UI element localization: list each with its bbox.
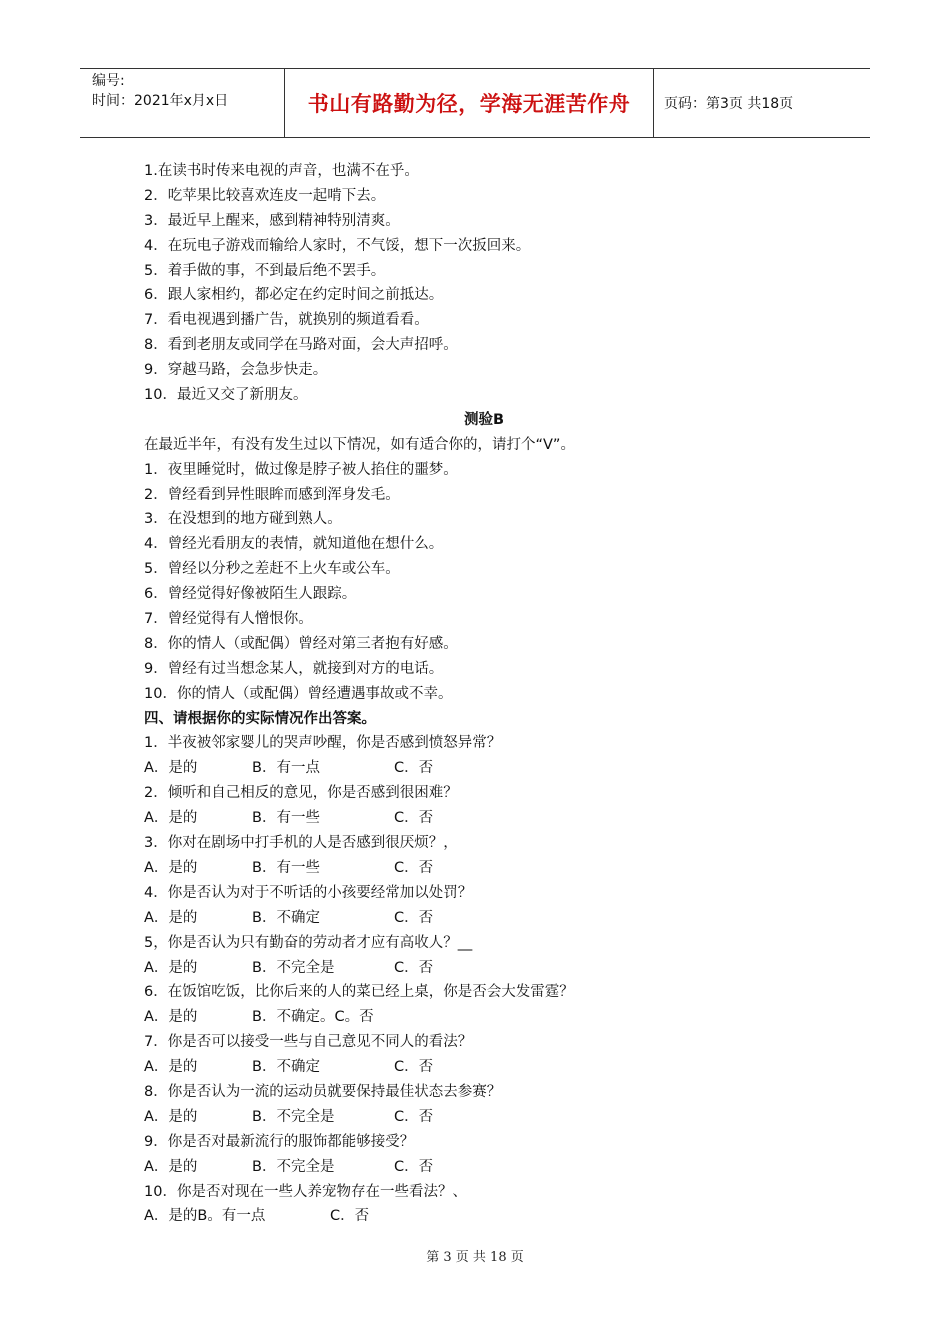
option-b: B．有一些: [252, 810, 320, 827]
test-b-item: 9．曾经有过当想念某人，就接到对方的电话。: [144, 660, 444, 677]
test-a-list: [144, 159, 824, 408]
option-a: A．是的: [144, 959, 198, 976]
option-c: C．否: [394, 909, 434, 926]
test-a-item: 5．着手做的事，不到最后绝不罢手。: [144, 262, 386, 279]
question-text: 1．半夜被邻家婴儿的哭声吵醒，你是否感到愤怒异常？: [144, 735, 502, 752]
test-a-item: 1.在读书时传来电视的声音，也满不在乎。: [144, 163, 419, 179]
test-b-item: 1．夜里睡觉时，做过像是脖子被人掐住的噩梦。: [144, 461, 458, 478]
test-b-item: 6．曾经觉得好像被陌生人跟踪。: [144, 586, 357, 603]
test-b-item: 10．你的情人（或配偶）曾经遭遇事故或不幸。: [144, 685, 453, 702]
test-a-item: 7．看电视遇到播广告，就换别的频道看看。: [144, 312, 429, 329]
test-a-item: 3．最近早上醒来，感到精神特别清爽。: [144, 212, 400, 229]
option-b: B．不确定: [252, 909, 320, 926]
number-label: 编号:: [92, 73, 125, 89]
option-a: A．是的B。有一点: [144, 1208, 266, 1225]
question-text: 7．你是否可以接受一些与自己意见不同人的看法？: [144, 1034, 473, 1051]
option-a: A．是的: [144, 760, 198, 777]
header-page-label: 页码：第3页 共18页: [664, 96, 794, 112]
date-label: 时间：2021年x月x日: [92, 93, 229, 109]
document-body: [144, 159, 824, 1229]
test-a-item: 6．跟人家相约，都必定在约定时间之前抵达。: [144, 287, 444, 304]
question-text: 5，你是否认为只有勤奋的劳动者才应有高收人？__: [144, 934, 473, 951]
answer-options: [144, 906, 824, 931]
option-b: B．有一点: [252, 760, 320, 777]
test-b-item: 5．曾经以分秒之差赶不上火车或公车。: [144, 561, 400, 578]
test-b-item: 8．你的情人（或配偶）曾经对第三者抱有好感。: [144, 635, 458, 652]
test-b-title: 测验B: [463, 411, 505, 428]
answer-options: [144, 756, 824, 781]
test-b-item: 2．曾经看到异性眼眸而感到浑身发毛。: [144, 486, 400, 503]
question-text: 4．你是否认为对于不听话的小孩要经常加以处罚？: [144, 884, 473, 901]
option-b: B．有一些: [252, 859, 320, 876]
option-a: A．是的: [144, 1158, 198, 1175]
option-b: B．不确定。C。否: [252, 1009, 374, 1026]
option-c: C．否: [394, 810, 434, 827]
option-b: B．不完全是: [252, 1158, 335, 1175]
test-a-item: 2．吃苹果比较喜欢连皮一起啃下去。: [144, 187, 386, 204]
page-header: [80, 68, 870, 138]
option-c: C．否: [394, 859, 434, 876]
option-c: C．否: [394, 1059, 434, 1076]
answer-options: [144, 1005, 824, 1030]
question-text: 8．你是否认为一流的运动员就要保持最佳状态去参赛？: [144, 1083, 502, 1100]
option-b: B．不完全是: [252, 959, 335, 976]
question-text: 6．在饭馆吃饭，比你后来的人的菜已经上桌，你是否会大发雷霆？: [144, 984, 574, 1001]
question-text: 10．你是否对现在一些人养宠物存在一些看法？、: [144, 1183, 467, 1200]
test-a-item: 8．看到老朋友或同学在马路对面，会大声招呼。: [144, 337, 458, 354]
option-b: C．否: [330, 1208, 370, 1225]
answer-options: [144, 956, 824, 981]
test-b-item: 4．曾经光看朋友的表情，就知道他在想什么。: [144, 536, 444, 553]
answer-options: [144, 1105, 824, 1130]
option-b: B．不完全是: [252, 1108, 335, 1125]
page-footer: 第 3 页 共 18 页: [426, 1250, 524, 1265]
option-a: A．是的: [144, 1059, 198, 1076]
test-a-item: 10．最近又交了新朋友。: [144, 387, 308, 404]
answer-options: [144, 806, 824, 831]
section-four-title: 四、请根据你的实际情况作出答案。: [144, 710, 376, 727]
option-c: C．否: [394, 1108, 434, 1125]
answer-options: [144, 1155, 824, 1180]
section-four-list: [144, 731, 824, 1229]
header-meta: [80, 69, 284, 137]
option-c: C．否: [394, 959, 434, 976]
option-a: A．是的: [144, 1108, 198, 1125]
option-a: A．是的: [144, 909, 198, 926]
test-a-item: 9．穿越马路，会急步快走。: [144, 362, 328, 379]
test-b-item: 3．在没想到的地方碰到熟人。: [144, 511, 342, 528]
question-text: 2．倾听和自己相反的意见，你是否感到很困难？: [144, 785, 458, 802]
option-a: A．是的: [144, 810, 198, 827]
test-b-item: 7．曾经觉得有人憎恨你。: [144, 611, 313, 628]
test-b-list: [144, 458, 824, 707]
option-b: B．不确定: [252, 1059, 320, 1076]
answer-options: [144, 1204, 824, 1229]
test-a-item: 4．在玩电子游戏而输给人家时，不气馁，想下一次扳回来。: [144, 237, 531, 254]
answer-options: [144, 856, 824, 881]
option-a: A．是的: [144, 1009, 198, 1026]
option-c: C．否: [394, 760, 434, 777]
option-a: A．是的: [144, 859, 198, 876]
header-motto: 书山有路勤为径，学海无涯苦作舟: [284, 69, 654, 137]
question-text: 3．你对在剧场中打手机的人是否感到很厌烦？，: [144, 835, 458, 852]
option-c: C．否: [394, 1158, 434, 1175]
test-b-intro: 在最近半年，有没有发生过以下情况，如有适合你的，请打个“V”。: [144, 436, 575, 453]
question-text: 9．你是否对最新流行的服饰都能够接受？: [144, 1133, 415, 1150]
answer-options: [144, 1055, 824, 1080]
